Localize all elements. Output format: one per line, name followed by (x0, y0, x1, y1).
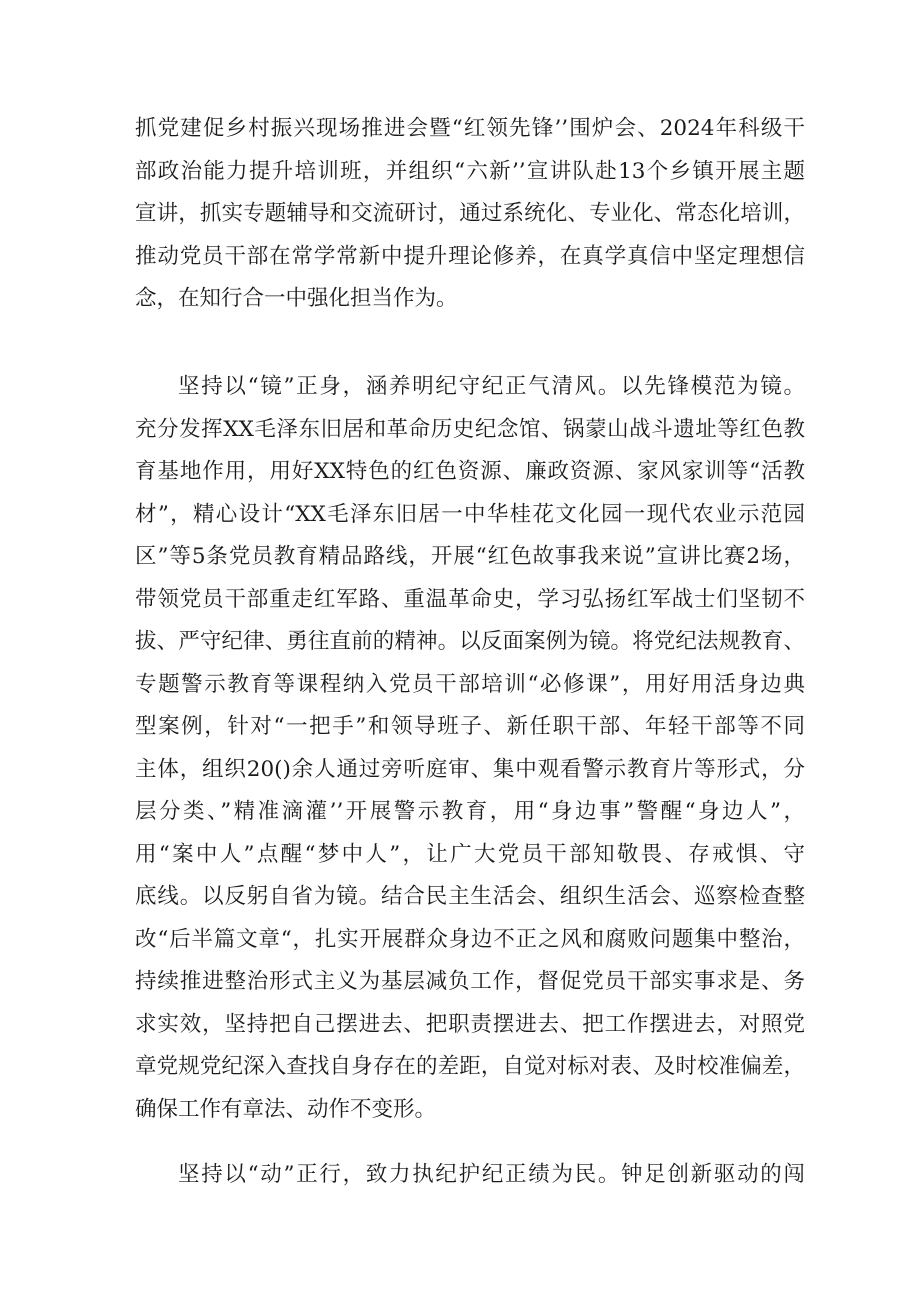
text-line: 区”等5条党员教育精品路线，开展“红色故事我来说”宣讲比赛2场， (135, 544, 805, 569)
text-line: 持续推进整治形式主义为基层减负工作，督促党员干部实事求是、务 (135, 969, 805, 994)
text-line: 育基地作用，用好XX特色的红色资源、廉政资源、家风家训等“活教 (135, 459, 805, 484)
text-line: 部政治能力提升培训班，并组织“六新’’宣讲队赴13个乡镇开展主题 (135, 158, 805, 184)
text-line: 层分类、”精准滴灌’’开展警示教育，用“身边事”警醒“身边人”， (135, 799, 805, 824)
paragraph-1 (135, 108, 805, 321)
text-line: 充分发挥XX毛泽东旧居和革命历史纪念馆、锅蒙山战斗遗址等红色教 (135, 416, 805, 442)
text-line: 宣讲，抓实专题辅导和交流研讨，通过系统化、专业化、常态化培训， (135, 201, 805, 226)
paragraph-3 (135, 1154, 805, 1197)
text-line: 拔、严守纪律、勇往直前的精神。以反面案例为镜。将党纪法规教育、 (135, 629, 805, 654)
text-line: 带领党员干部重走红军路、重温革命史，学习弘扬红军战士们坚韧不 (135, 586, 805, 612)
text-line: 抓党建促乡村振兴现场推进会暨“红领先锋’’围炉会、2024年科级干 (135, 116, 805, 141)
text-line: 专题警示教育等课程纳入党员干部培训“必修课”，用好用活身边典 (135, 671, 805, 697)
text-line: 坚持以“动”正行，致力执纪护纪正绩为民。钟足创新驱动的闯 (178, 1162, 805, 1187)
text-line: 型案例，针对“一把手”和领导班子、新任职干部、年轻干部等不同 (135, 714, 805, 739)
paragraph-2 (135, 366, 805, 1131)
text-line: 推动党员干部在常学常新中提升理论修养，在真学真信中坚定理想信 (135, 243, 805, 269)
text-line: 改“后半篇文章“，扎实开展群众身边不正之风和腐败问题集中整治， (135, 926, 805, 952)
text-line: 念，在知行合一中强化担当作为。 (135, 286, 458, 311)
text-line: 章党规党纪深入查找自身存在的差距，自觉对标对表、及时校准偏差， (135, 1054, 805, 1079)
text-line: 材”，精心设计“XX毛泽东旧居一中华桂花文化园一现代农业示范园 (135, 501, 805, 527)
text-line: 主体，组织20()余人通过旁听庭审、集中观看警示教育片等形式，分 (135, 756, 805, 782)
text-line: 用“案中人”点醒“梦中人”，让广大党员干部知敬畏、存戒惧、守 (135, 841, 805, 867)
text-line: 确保工作有章法、动作不变形。 (135, 1096, 437, 1122)
text-line: 坚持以“镜”正身，涵养明纪守纪正气清风。以先锋模范为镜。 (178, 374, 805, 399)
text-line: 底线。以反躬自省为镜。结合民主生活会、组织生活会、巡察检查整 (135, 884, 805, 909)
text-line: 求实效，坚持把自己摆进去、把职责摆进去、把工作摆进去，对照党 (135, 1011, 805, 1037)
